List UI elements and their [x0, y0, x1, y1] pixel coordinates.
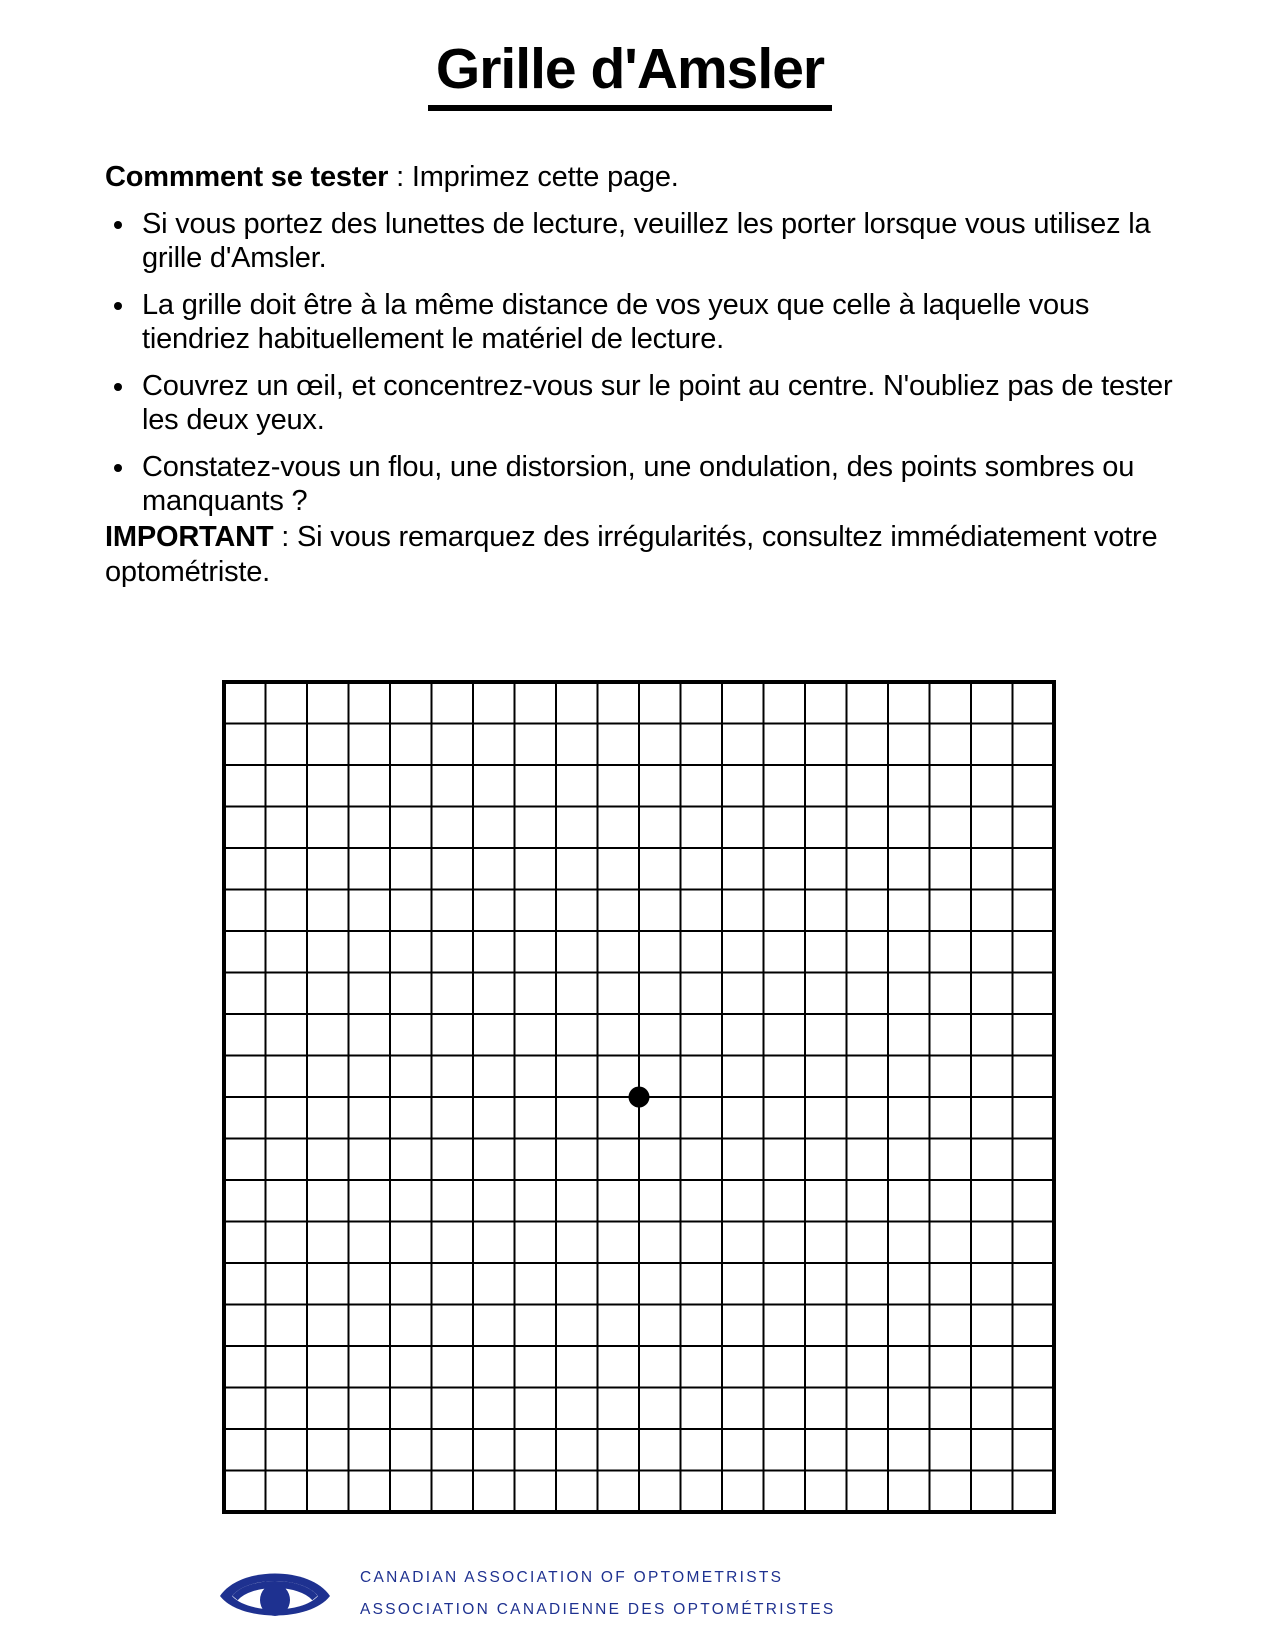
- page-title: Grille d'Amsler: [428, 40, 832, 111]
- how-to-lead: [105, 160, 1180, 195]
- list-item: La grille doit être à la même distance de vos yeux que celle à laquelle vous tiendriez habituellement le matériel de lecture.: [105, 288, 1183, 356]
- list-item: Si vous portez des lunettes de lecture, veuillez les porter lorsque vous utilisez la grille d'Amsler.: [105, 207, 1183, 275]
- important-text: : Si vous remarquez des irrégularités, consultez immédiatement votre optométriste.: [105, 521, 1158, 588]
- how-to-lead-text: : Imprimez cette page.: [388, 161, 679, 193]
- grid-svg: [222, 680, 1056, 1514]
- cao-logo: [218, 1560, 836, 1628]
- list-item: Constatez-vous un flou, une distorsion, une ondulation, des points sombres ou manquants ?: [105, 450, 1183, 518]
- list-item: Couvrez un œil, et concentrez-vous sur le point au centre. N'oubliez pas de tester les deux yeux.: [105, 369, 1183, 437]
- how-to-lead-bold: Commment se tester: [105, 161, 389, 193]
- important-note: [105, 520, 1183, 590]
- org-names: [360, 1569, 836, 1619]
- org-name-fr: ASSOCIATION CANADIENNE DES OPTOMÉTRISTES: [360, 1601, 836, 1618]
- fixation-dot: [629, 1087, 650, 1108]
- title-wrap: [100, 37, 1160, 111]
- important-bold: IMPORTANT: [105, 521, 274, 553]
- amsler-grid: [222, 680, 1056, 1514]
- instructions-list: [105, 207, 1183, 531]
- org-name-en: CANADIAN ASSOCIATION OF OPTOMETRISTS: [360, 1569, 784, 1586]
- eye-icon: [218, 1560, 332, 1628]
